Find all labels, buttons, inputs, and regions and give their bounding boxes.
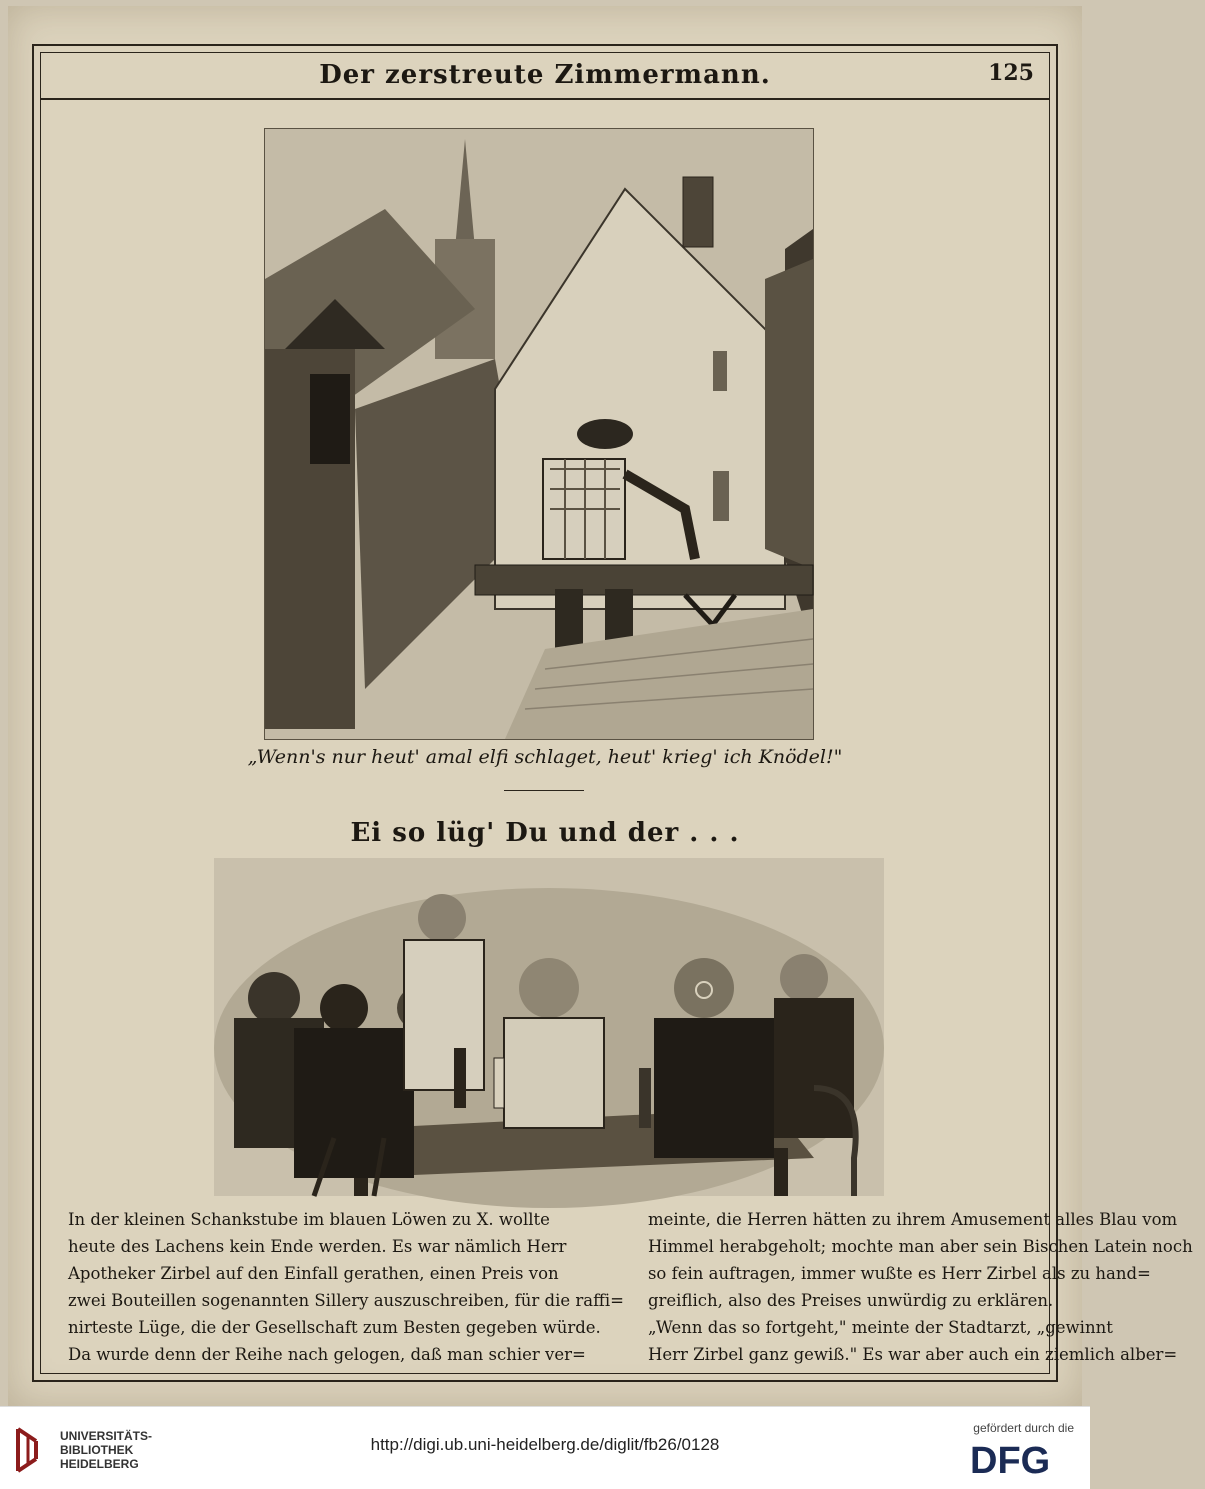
library-name-line: HEIDELBERG [60, 1457, 139, 1471]
illustration-carpenter [264, 128, 814, 740]
dfg-logo-text: DFG [970, 1440, 1051, 1482]
text-line: so fein auftragen, immer wußte es Herr Zirbel als zu hand= [647, 1264, 1151, 1283]
illustration-tavern [214, 858, 884, 1196]
text-line: Apotheker Zirbel auf den Einfall gerathen, einen Preis von [68, 1264, 559, 1283]
permalink-url[interactable]: http://digi.ub.uni-heidelberg.de/diglit/fb26/0128 [370, 1435, 720, 1454]
text-line: Herr Zirbel ganz gewiß." Es war aber auch ein ziemlich alber= [647, 1345, 1178, 1364]
text-line: „Wenn das so fortgeht," meinte der Stadtarzt, „gewinnt [647, 1318, 1113, 1337]
section-heading: Ei so lüg' Du und der . . . [350, 818, 740, 848]
page-header-title: Der zerstreute Zimmermann. [319, 60, 771, 90]
text-line: heute des Lachens kein Ende werden. Es war nämlich Herr [68, 1237, 567, 1256]
page-number: 125 [988, 60, 1034, 86]
scanned-page [8, 6, 1193, 1406]
tavern-engraving [214, 858, 884, 1196]
text-line: Himmel herabgeholt; mochte man aber sein Bischen Latein noch [647, 1237, 1193, 1256]
dfg-logo-icon[interactable] [970, 1440, 1074, 1482]
text-line: nirteste Lüge, die der Gesellschaft zum Besten gegeben würde. [68, 1318, 601, 1337]
funding-note: gefördert durch die [973, 1421, 1074, 1435]
text-column-right [636, 1206, 1205, 1368]
text-columns [56, 1206, 1193, 1368]
text-line: Da wurde denn der Reihe nach gelogen, daß man schier ver= [68, 1345, 586, 1364]
viewer-footer [0, 1406, 1090, 1489]
library-name-line: UNIVERSITÄTS- [60, 1429, 153, 1443]
text-line: zwei Bouteillen sogenannten Sillery auszuschreiben, für die raffi= [68, 1291, 624, 1310]
section-separator [504, 790, 584, 791]
illustration-caption: „Wenn's nur heut' amal elfi schlaget, heut' krieg' ich Knödel!" [247, 746, 843, 768]
text-line: In der kleinen Schankstube im blauen Löwen zu X. wollte [68, 1210, 550, 1229]
carpenter-engraving [265, 129, 813, 739]
header-rule [40, 98, 1050, 100]
page-frame [32, 44, 1193, 1382]
text-line: meinte, die Herren hätten zu ihrem Amusement alles Blau vom [647, 1210, 1178, 1229]
text-column-left [56, 1206, 636, 1368]
text-line: greiflich, also des Preises unwürdig zu erklären. [647, 1291, 1054, 1310]
library-name-line: BIBLIOTHEK [60, 1443, 134, 1457]
